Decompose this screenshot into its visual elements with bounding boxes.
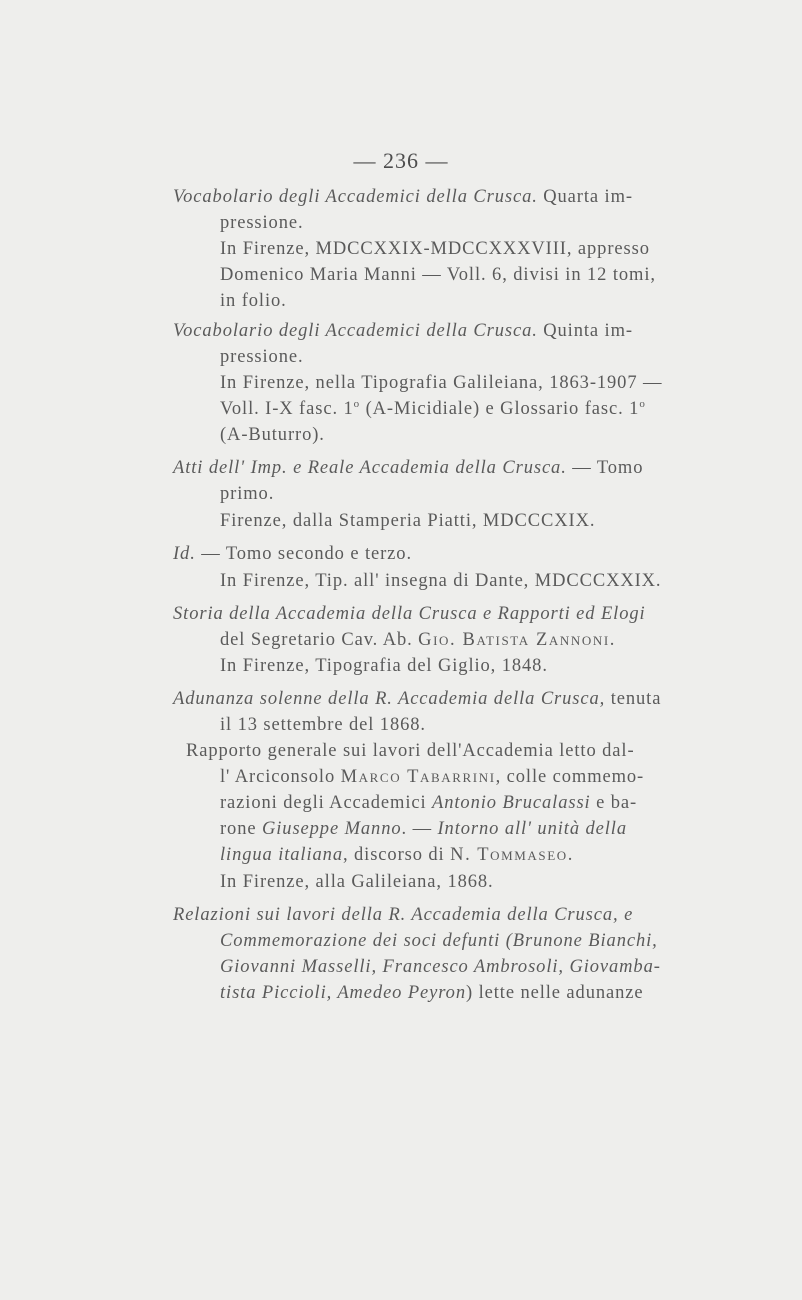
entry-2-line-4: Voll. I-X fasc. 1$^o$ (A-Micidiale) e Glossario fasc. 1$^o$ [220,397,646,419]
entry-6-line-7: lingua italiana, discorso di N. Tommaseo. [220,845,574,865]
entry-5-line-2: del Segretario Cav. Ab. Gio. Batista Zannoni. [220,630,616,650]
entry-7-line-1 [173,906,633,925]
entry-1-line-2: pressione. [220,213,304,233]
entry-1-line-1: Vocabolario degli Accademici della Crusca. Quarta im- [173,187,633,207]
entry-6-line-1: Adunanza solenne della R. Accademia della Crusca, tenuta [173,689,662,709]
entry-1-line-3: In Firenze, MDCCXXIX-MDCCXXXVIII, appresso [220,239,650,259]
entry-6-line-4: l' Arciconsolo Marco Tabarrini, colle commemo- [220,767,645,787]
entry-1-line-5: in folio. [220,291,287,311]
entry-6-line-8: In Firenze, alla Galileiana, 1868. [220,872,494,892]
author-name: N. Tommaseo [450,845,568,865]
entry-3-line-2: primo. [220,484,275,504]
entry-2-line-3: In Firenze, nella Tipografia Galileiana, 1863-1907 — [220,373,663,393]
entry-1-title: Vocabolario degli Accademici della Crusca. [173,187,538,207]
entry-2-line-1: Vocabolario degli Accademici della Crusca. Quinta im- [173,321,633,341]
entry-3-line-3: Firenze, dalla Stamperia Piatti, MDCCCXIX. [220,511,596,531]
entry-7-line-3: Giovanni Masselli, Francesco Ambrosoli, Giovamba- [220,957,661,977]
entry-4-line-2: In Firenze, Tip. all' insegna di Dante, MDCCCXXIX. [220,571,662,591]
entry-5-title: Storia della Accademia della Crusca e Rapporti ed Elogi [173,604,646,624]
entry-2-title: Vocabolario degli Accademici della Crusca. [173,321,538,341]
entry-7-line-2: Commemorazione dei soci defunti (Brunone Bianchi, [220,931,658,951]
author-name: Marco Tabarrini [340,767,496,787]
entry-2-line-5: (A-Buturro). [220,425,325,445]
entry-7-line-4: tista Piccioli, Amedeo Peyron) lette nelle adunanze [220,983,644,1003]
entry-2-line-2: pressione. [220,347,304,367]
entry-5-line-3: In Firenze, Tipografia del Giglio, 1848. [220,656,548,676]
entry-6-line-6: rone Giuseppe Manno. — Intorno all' unità della [220,819,627,839]
entry-3-line-1: Atti dell' Imp. e Reale Accademia della Crusca. — Tomo [173,458,644,478]
author-name: Gio. Batista Zannoni [418,630,610,650]
entry-6-line-3: Rapporto generale sui lavori dell'Accademia letto dal- [186,741,635,761]
entry-7-title: Relazioni sui lavori della R. Accademia della Crusca, e [173,905,634,925]
entry-5-line-1 [173,605,646,624]
entry-1-line-4: Domenico Maria Manni — Voll. 6, divisi in 12 tomi, [220,265,656,285]
entry-3-title: Atti dell' Imp. e Reale Accademia della Crusca. [173,458,567,478]
page-number: — 236 — [353,148,449,173]
entry-6-line-2: il 13 settembre del 1868. [220,715,426,735]
entry-6-line-5: razioni degli Accademici Antonio Brucalassi e ba- [220,793,638,813]
entry-4-title: Id. [173,544,196,564]
entry-4-line-1: Id. — Tomo secondo e terzo. [173,544,412,564]
entry-6-title: Adunanza solenne della R. Accademia della Crusca, [173,689,606,709]
